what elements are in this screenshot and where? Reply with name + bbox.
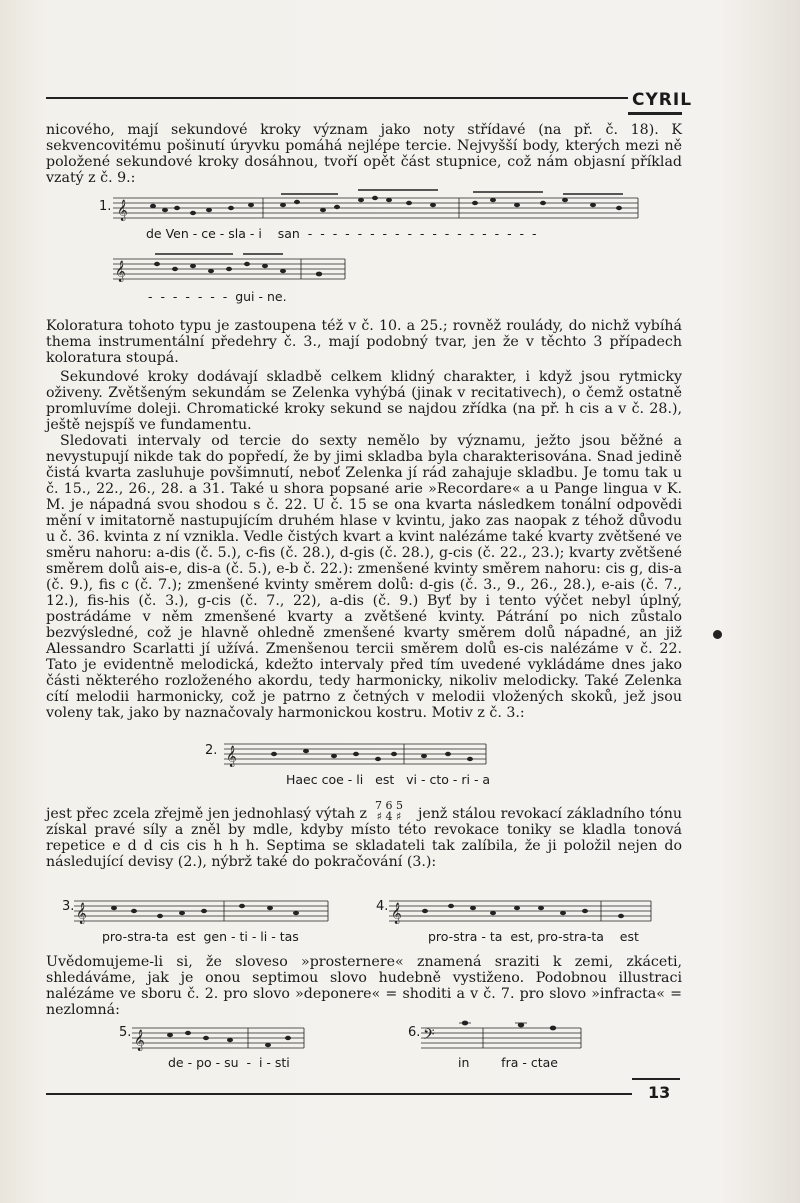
- music-staff-3: [74, 899, 328, 923]
- example-number: 3.: [62, 899, 75, 914]
- page-number-rule: [632, 1078, 680, 1080]
- paragraph-2: [46, 318, 682, 366]
- paragraph-6-text: Uvědomujeme-li si, že sloveso »prosternere« znamená sraziti k zemi, zkáceti, shledáváme, jak je onou septimou slovo hudebně vystiženo. Podobnou illustraci nalézáme ve sboru č. 2. pro slovo »deponere« = shoditi a v č. 7. pro slovo »infracta« = nezlomná:: [46, 954, 682, 1018]
- example-number: 5.: [119, 1025, 132, 1040]
- example-lyrics: pro-stra-ta est gen - ti - li - tas: [102, 929, 299, 944]
- example-number: 6.: [408, 1025, 421, 1040]
- paragraph-4: [46, 433, 682, 721]
- music-staff-5: [132, 1026, 304, 1050]
- svg-text:𝄞: 𝄞: [226, 746, 237, 767]
- svg-text:𝄢: 𝄢: [423, 1026, 435, 1047]
- paragraph-5a-text: jest přec zcela zřejmě jen jednohlasý výtah z: [46, 806, 367, 822]
- paragraph-3-text: Sekundové kroky dodávají skladbě celkem klidný charakter, i když jsou rytmicky oživeny. Zvětšeným sekundám se Zelenka vyhýbá (jinak v recitativech), o čemž ostatně promluvíme doleji. Chromatické kroky sekund se najdou zřídka (na př. h cis a v č. 28.), ještě nejspíš ve fundamentu.: [46, 369, 682, 433]
- music-staff-4: [389, 899, 651, 923]
- example-lyrics: de - po - su - i - sti: [168, 1055, 290, 1070]
- example-lyrics: - - - - - - - gui - ne.: [148, 289, 287, 304]
- paragraph-1-text: nicového, mají sekundové kroky význam jako noty střídavé (na př. č. 18). K sekvencovitému pošinutí úryvku pomáhá nejlépe tercie. Nejvyšší body, kterých mezi ně položené sekundové kroky dosáhnou, tvoří opět část stupnice, což nám objasní příklad vzatý z č. 9.:: [46, 122, 682, 186]
- paragraph-3: [46, 369, 682, 433]
- paragraph-1: [46, 122, 682, 186]
- running-head: CYRIL: [632, 90, 693, 110]
- example-lyrics: de Ven - ce - sla - i san - - - - - - - - - - - - - - - - - - -: [146, 226, 537, 241]
- paragraph-5b-text: jenž stálou revokací základního tónu získal pravé síly a zněl by mdle, kdyby místo této revokace toniky se kladla tonová repetice e d d cis cis h h h. Septima se skladateli tak zalíbila, že ji položil nejen do následující devisy (2.), nýbrž také do pokračování (3.):: [46, 806, 682, 870]
- example-number: 1.: [99, 199, 112, 214]
- music-staff-6: [421, 1026, 581, 1050]
- music-staff-2: [224, 742, 486, 766]
- svg-text:𝄞: 𝄞: [391, 903, 402, 924]
- example-lyrics: pro-stra - ta est, pro-stra-ta est: [428, 929, 639, 944]
- example-number: 2.: [205, 743, 218, 758]
- svg-text:𝄞: 𝄞: [115, 261, 126, 282]
- paragraph-5b: [46, 806, 682, 870]
- figured-bass-bottom: ♯ 4 ♯: [376, 810, 402, 823]
- svg-text:𝄞: 𝄞: [117, 200, 128, 221]
- example-number: 4.: [376, 899, 389, 914]
- paragraph-2-text: Koloratura tohoto typu je zastoupena též v č. 10. a 25.; rovněž roulády, do nichž vybíhá thema instrumentální předehry č. 3., mají podobný tvar, jen že v těchto 3 případech koloratura stoupá.: [46, 318, 682, 366]
- header-rule: [46, 97, 628, 99]
- svg-text:𝄞: 𝄞: [76, 903, 87, 924]
- margin-spot: [713, 630, 722, 639]
- paragraph-4-text: Sledovati intervaly od tercie do sexty nemělo by významu, ježto jsou běžné a nevystupují nikde tak do popředí, že by jimi skladba byla charakterisována. Snad jedině čistá kvarta zasluhuje povšimnutí, neboť Zelenka jí rád zahajuje skladbu. Je tomu tak u č. 15., 22., 26., 28. a 31. Také u shora popsané arie »Recordare« a u Pange lingua v K. M. je nápadná svou shodou s č. 22. U č. 15 se ona kvarta následkem tonální odpovědi mění v imitatorně nastupujícím druhém hlase v kvintu, jako zas naopak z téhož důvodu u č. 36. kvinta z ní vznikla. Vedle čistých kvart a kvint nalézáme také kvarty zvětšené ve směru nahoru: a-dis (č. 5.), c-fis (č. 28.), d-gis (č. 28.), g-cis (č. 22., 23.); kvarty zvětšené směrem dolů ais-e, dis-a (č. 5.), e-b č. 22.): zmenšené kvinty směrem nahoru: cis g, dis-a (č. 9.), fis c (č. 7.); zmenšené kvinty směrem dolů: d-gis (č. 3., 9., 26., 28.), e-ais (č. 7., 12.), fis-his (č. 3.), g-cis (č. 7., 22), a-dis (č. 9.) Byť by i tento výčet nebyl úplný, postrádáme v něm zmenšené kvarty a zvětšené kvinty. Pátrání po nich zůstalo bezvýsledné, což je hlavně ohledně zmenšené kvarty směrem dolů nápadné, an již Alessandro Scarlatti jí užívá. Zmenšenou tercii směrem dolů es-cis nalézáme v č. 22. Tato je evidentně melodická, kdežto intervaly před tím uvedené vykládáme dnes jako části některého rozloženého akordu, tedy harmonicky, nikoliv melodicky. Také Zelenka cítí melodii harmonicky, což je patrno z četných v melodii vložených skoků, jež jsou voleny tak, jako by naznačovaly harmonickou kostru. Motiv z č. 3.:: [46, 433, 682, 721]
- svg-text:𝄞: 𝄞: [134, 1030, 145, 1051]
- example-lyrics: Haec coe - li est vi - cto - ri - a: [286, 772, 491, 787]
- paragraph-6: [46, 954, 682, 1018]
- footer-rule: [46, 1093, 632, 1095]
- running-head-rule: [628, 112, 682, 115]
- music-staff-1a: [113, 196, 638, 220]
- page-number: 13: [648, 1083, 671, 1102]
- figured-bass-top: 7 6 5: [375, 799, 403, 812]
- music-staff-1b: [113, 257, 345, 281]
- example-lyrics: in fra - ctae: [458, 1055, 558, 1070]
